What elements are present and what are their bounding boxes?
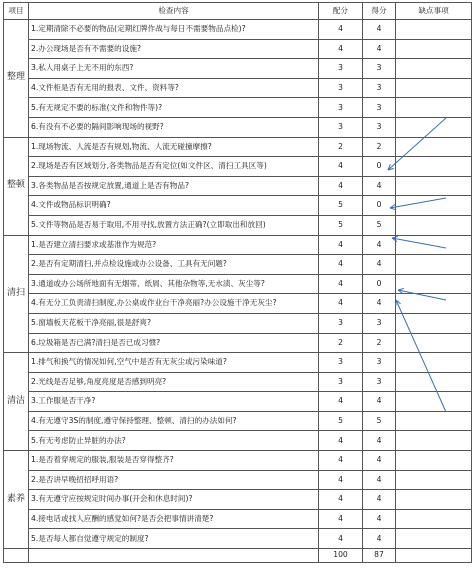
- check-content: 4.接电话或找人应酬的感觉如何?是否会把事情讲清楚?: [29, 509, 319, 529]
- check-content: 5.文件等物品是否易于取用,不用寻找,放置方法正确?(立即取出和放回): [29, 215, 319, 235]
- check-content: 6.有没有不必要的隔间影响现场的视野?: [29, 117, 319, 137]
- max-score: 2: [319, 333, 363, 353]
- check-content: 5.窗墙板天花板干净亮丽,很是舒爽?: [29, 313, 319, 333]
- check-content: 5.有无考虑防止异脏的办法?: [29, 431, 319, 451]
- max-score: 3: [319, 353, 363, 373]
- max-score: 2: [319, 137, 363, 157]
- max-score: 4: [319, 176, 363, 196]
- max-score: 4: [319, 509, 363, 529]
- max-score: 4: [319, 529, 363, 549]
- annotation-arrowhead: [390, 208, 396, 210]
- max-score: 4: [319, 490, 363, 510]
- max-score: 3: [319, 78, 363, 98]
- score: 5: [363, 215, 396, 235]
- header-score: 得分: [363, 3, 396, 20]
- check-content: 4.文件柜是否有无用的报表、文件、资料等?: [29, 78, 319, 98]
- check-content: 3.各类物品是否按规定放置,通道上是否有物品?: [29, 176, 319, 196]
- section-name: 清扫: [4, 235, 29, 353]
- max-score: 3: [319, 98, 363, 118]
- max-score: 4: [319, 157, 363, 177]
- annotation-arrow: [392, 238, 446, 248]
- check-content: 2.光线是否足够,角度亮度是否感到明亮?: [29, 372, 319, 392]
- check-content: 5.是否每人都自觉遵守规定的制度?: [29, 529, 319, 549]
- max-score: 4: [319, 392, 363, 412]
- max-score: 5: [319, 196, 363, 216]
- score: 3: [363, 78, 396, 98]
- score: 4: [363, 20, 396, 40]
- score: 0: [363, 274, 396, 294]
- max-score: 3: [319, 372, 363, 392]
- score: 3: [363, 98, 396, 118]
- max-score: 4: [319, 235, 363, 255]
- check-content: 6.垃圾箱是否已满?清扫是否已成习惯?: [29, 333, 319, 353]
- check-content: 2.现场是否有区域划分,各类物品是否有定位(如文件区、清扫工具区等): [29, 157, 319, 177]
- score: 2: [363, 137, 396, 157]
- check-content: 4.文件或物品标识明确?: [29, 196, 319, 216]
- score: 4: [363, 39, 396, 59]
- score: 4: [363, 235, 396, 255]
- max-score: 4: [319, 294, 363, 314]
- score: 3: [363, 117, 396, 137]
- check-content: 3.私人用桌子上无不用的东西?: [29, 59, 319, 79]
- check-content: 3.工作服是否干净?: [29, 392, 319, 412]
- section-name: 整顿: [4, 137, 29, 235]
- score: 4: [363, 451, 396, 471]
- check-content: 4.有无遵守3S的制度,遵守保持整理、整顿、清扫的办法如何?: [29, 411, 319, 431]
- score: 3: [363, 372, 396, 392]
- section-name: 素养: [4, 451, 29, 549]
- check-content: 2.是否讲早晚招招呼用语?: [29, 470, 319, 490]
- score: 4: [363, 509, 396, 529]
- max-score: 3: [319, 313, 363, 333]
- max-score: 4: [319, 39, 363, 59]
- total-score: 87: [363, 549, 396, 563]
- score: 4: [363, 392, 396, 412]
- score: 0: [363, 196, 396, 216]
- check-content: 3.有无遵守应按规定时间办事(开会和休息时间)?: [29, 490, 319, 510]
- header-item: 项目: [4, 3, 29, 20]
- check-content: 4.有无分工负责清扫制度,办公桌或作业台干净亮丽?办公设施干净无灰尘?: [29, 294, 319, 314]
- section-name: 整理: [4, 20, 29, 138]
- score: 5: [363, 411, 396, 431]
- check-content: 1.是否着穿规定的服装,服装是否穿得整齐?: [29, 451, 319, 471]
- max-score: 4: [319, 451, 363, 471]
- score: 4: [363, 470, 396, 490]
- max-score: 5: [319, 215, 363, 235]
- annotation-arrowhead: [392, 236, 398, 238]
- score: 3: [363, 59, 396, 79]
- score: 4: [363, 529, 396, 549]
- score: 4: [363, 431, 396, 451]
- annotation-arrow: [388, 118, 446, 170]
- header-defects: 缺点事项: [396, 3, 472, 20]
- check-content: 2.是否有定期清扫,并点检设施或办公设备、工具有无问题?: [29, 255, 319, 275]
- check-content: 1.定期清除不必要的物品(定期红牌作战与每日不需要物品点检)?: [29, 20, 319, 40]
- max-score: 5: [319, 411, 363, 431]
- header-content: 检查内容: [29, 3, 319, 20]
- annotation-arrow: [390, 198, 446, 208]
- annotation-arrow: [398, 290, 446, 300]
- score: 4: [363, 255, 396, 275]
- max-score: 4: [319, 20, 363, 40]
- max-score: 4: [319, 470, 363, 490]
- check-content: 5.有无规定不要的标准(文件和物件等)?: [29, 98, 319, 118]
- score: 2: [363, 333, 396, 353]
- score: 4: [363, 490, 396, 510]
- max-score: 4: [319, 431, 363, 451]
- section-name: 清洁: [4, 353, 29, 451]
- score: 4: [363, 176, 396, 196]
- score: 0: [363, 157, 396, 177]
- score: 3: [363, 313, 396, 333]
- annotation-arrow: [396, 300, 446, 412]
- check-content: 2.办公现场是否有不需要的设施?: [29, 39, 319, 59]
- score: 3: [363, 353, 396, 373]
- annotation-arrowhead: [398, 289, 404, 290]
- header-max-score: 配分: [319, 3, 363, 20]
- score: 4: [363, 294, 396, 314]
- total-max-score: 100: [319, 549, 363, 563]
- check-content: 1.是否建立清扫要求或基准作为规范?: [29, 235, 319, 255]
- check-content: 1.排气和换气的情况如何,空气中是否有无灰尘或污染味道?: [29, 353, 319, 373]
- check-content: 3.通道或办公场所地面有无烟蒂、纸屑、其他杂物等,无水渍、灰尘等?: [29, 274, 319, 294]
- max-score: 3: [319, 59, 363, 79]
- max-score: 3: [319, 117, 363, 137]
- max-score: 4: [319, 274, 363, 294]
- check-content: 1.现场物流、人流是否有规划,物流、人流无碰撞摩擦?: [29, 137, 319, 157]
- max-score: 4: [319, 255, 363, 275]
